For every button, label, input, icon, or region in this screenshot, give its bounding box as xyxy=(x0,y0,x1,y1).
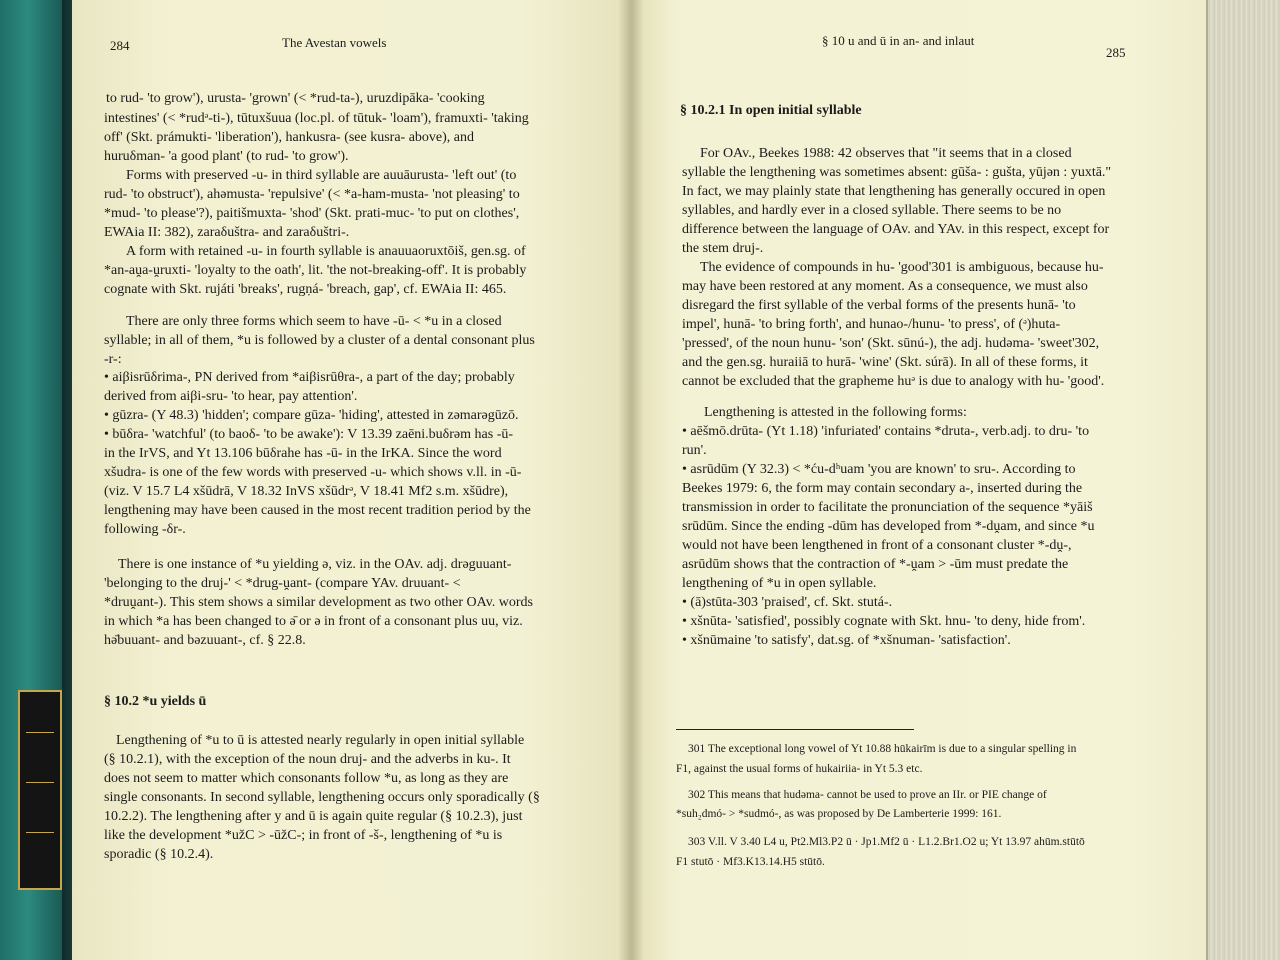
text-line: Forms with preserved -u- in third syllable are auuāurusta- 'left out' (to xyxy=(126,168,517,183)
footnote-line: 302 This means that hudəma- cannot be used to prove an IIr. or PIE change of xyxy=(688,789,1047,801)
page-number: 285 xyxy=(1106,45,1126,60)
running-head: § 10 u and ū in an- and inlaut xyxy=(822,33,975,48)
text-line: syllables, and hardly ever in a closed syllable. There seems to be no xyxy=(682,203,1062,218)
footnote-line: F1 stutō · Mf3.K13.14.H5 stūtō. xyxy=(676,856,825,868)
text-line: derived from aiβi-sru- 'to hear, pay attention'. xyxy=(104,389,358,404)
text-line: the stem druj-. xyxy=(682,241,764,256)
page-number: 284 xyxy=(110,38,130,53)
text-line: *mud- 'to please'?), paitišmuxta- 'shod' (Skt. prati-muc- 'to put on clothes', xyxy=(104,206,520,221)
text-line: syllable the lengthening was sometimes absent: gūšа- : gušta, yūjən : yuxtā." xyxy=(682,165,1112,180)
text-line: single consonants. In second syllable, lengthening occurs only sporadically (§ xyxy=(104,790,540,805)
text-line: like the development *užC > -ūžC-; in front of -š-, lengthening of *u is xyxy=(104,828,503,843)
text-line: srūdūm. Since the ending -dūm has developed from *-dṷam, and since *u xyxy=(682,519,1095,534)
text-line: *druṷant-). This stem shows a similar development as two other OAv. words xyxy=(104,595,534,610)
text-line: lengthening of *u in open syllable. xyxy=(682,576,877,591)
right-page xyxy=(632,0,1220,960)
text-line: asrūdūm shows that the contraction of *-ṷam > -ūm must predate the xyxy=(682,557,1069,572)
text-line: Lengthening is attested in the following forms: xyxy=(704,405,967,420)
text-line: lengthening may have been caused in the most recent tradition period by the xyxy=(104,503,531,518)
text-line: EWAia II: 382), zaraδuštra- and zaraδuštri-. xyxy=(104,225,350,240)
text-line: • asrūdūm (Y 32.3) < *ću-dʰuam 'you are known' to sru-. According to xyxy=(682,462,1076,477)
text-line: in the IrVS, and Yt 13.106 būδrahe has -ū- in the IrKA. Since the word xyxy=(104,446,502,461)
text-line: A form with retained -u- in fourth syllable is anauuaoruxtōiš, gen.sg. of xyxy=(126,244,526,259)
spine-shadow xyxy=(62,0,72,960)
footnote-line: 303 V.ll. V 3.40 L4 u, Pt2.Ml3.P2 ū · Jp1.Mf2 ū · L1.2.Br1.O2 u; Yt 13.97 ahūm.stūtō xyxy=(688,836,1085,848)
text-line: • (ā)stūta-303 'praised', cf. Skt. stutá-. xyxy=(682,595,893,610)
subsection-heading: § 10.2.1 In open initial syllable xyxy=(680,103,862,118)
text-line: 10.2.2). The lengthening after y and ū is again quite regular (§ 10.2.3), just xyxy=(104,809,523,824)
footnote-line: 301 The exceptional long vowel of Yt 10.88 hūkairīm is due to a singular spelling in xyxy=(688,743,1077,755)
left-page xyxy=(72,0,632,960)
text-line: impel', hunā- 'to bring forth', and hunao-/hunu- 'to press', of (ᵊ)huta- xyxy=(682,317,1061,332)
text-line: 'belonging to the druj-' < *drug-ṷant- (compare YAv. druuant- < xyxy=(104,576,461,591)
text-line: difference between the language of OAv. and YAv. in this respect, except for xyxy=(682,222,1110,237)
text-line: • aēšmō.drūta- (Yt 1.18) 'infuriated' contains *druta-, verb.adj. to dru- 'to xyxy=(682,424,1090,439)
text-line: syllable; in all of them, *u is followed by a cluster of a dental consonant plus xyxy=(104,333,535,348)
text-line: (viz. V 15.7 L4 xšūdrā, V 18.32 InVS xšūdrᵊ, V 18.41 Mf2 s.m. xšūdre), xyxy=(104,484,509,499)
text-line: following -δr-. xyxy=(104,522,186,537)
text-line: For OAv., Beekes 1988: 42 observes that "it seems that in a closed xyxy=(700,146,1072,161)
text-line: (§ 10.2.1), with the exception of the noun druj- and the adverbs in ku-. It xyxy=(104,752,511,767)
section-heading: § 10.2 *u yields ū xyxy=(104,694,207,709)
text-line: in which *a has been changed to ə̄ or ə in front of a consonant plus uu, viz. xyxy=(104,614,523,629)
page-edges xyxy=(1208,0,1280,960)
text-line: huruδman- 'a good plant' (to rud- 'to grow'). xyxy=(104,149,349,164)
text-line: xšudra- is one of the few words with preserved -u- which shows v.ll. in -ū- xyxy=(104,465,522,480)
text-line: 'pressed', of the noun hunu- 'son' (Skt. sūnú-), the adj. hudəma- 'sweet'302, xyxy=(682,336,1100,351)
text-line: cognate with Skt. rujáti 'breaks', rugṇá- 'breach, gap', cf. EWAia II: 465. xyxy=(104,282,507,297)
running-head: The Avestan vowels xyxy=(282,35,387,50)
text-line: intestines' (< *rudᵊ-ti-), tūtuxšuua (loc.pl. of tūtuk- 'loam'), framuxti- 'taking xyxy=(104,111,529,126)
text-line: There are only three forms which seem to have -ū- < *u in a closed xyxy=(126,314,502,329)
text-line: disregard the first syllable of the verbal forms of the presents hunā- 'to xyxy=(682,298,1076,313)
text-line: • xšnūmaine 'to satisfy', dat.sg. of *xšnuman- 'satisfaction'. xyxy=(682,633,1011,648)
text-line: to rud- 'to grow'), urusta- 'grown' (< *rud-ta-), uruzdipāka- 'cooking xyxy=(106,91,485,106)
text-line: In fact, we may plainly state that lengthening has generally occured in open xyxy=(682,184,1106,199)
text-line: off' (Skt. prámukti- 'liberation'), hankusra- (see kusra- above), and xyxy=(104,130,475,145)
text-line: rud- 'to obstruct'), ahəmusta- 'repulsive' (< *a-ham-musta- 'not pleasing' to xyxy=(104,187,520,202)
footnote-line: F1, against the usual forms of hukairiia- in Yt 5.3 etc. xyxy=(676,763,923,775)
text-line: cannot be excluded that the grapheme huᵊ is due to analogy with hu- 'good'. xyxy=(682,374,1105,389)
text-line: *an-aṷa-ṷruxti- 'loyalty to the oath', lit. 'the not-breaking-off'. It is probably xyxy=(104,263,527,278)
book-gutter xyxy=(618,0,644,960)
text-line: transmission in order to facilitate the pronunciation of the sequence *yāiš xyxy=(682,500,1093,515)
text-line: The evidence of compounds in hu- 'good'301 is ambiguous, because hu- xyxy=(700,260,1104,275)
text-line: Lengthening of *u to ū is attested nearly regularly in open initial syllable xyxy=(116,733,525,748)
spine-label xyxy=(18,690,62,890)
footnote-line: *suh₂dmó- > *sudmó-, as was proposed by De Lamberterie 1999: 161. xyxy=(676,808,1002,820)
text-line: sporadic (§ 10.2.4). xyxy=(104,847,214,862)
text-line: would not have been lengthened in front of a consonant cluster *-dṷ-, xyxy=(682,538,1072,553)
text-line: may have been restored at any moment. As a consequence, we must also xyxy=(682,279,1088,294)
text-line: • aiβisrūδrima-, PN derived from *aiβisrūθra-, a part of the day; probably xyxy=(104,370,515,385)
text-line: run'. xyxy=(682,443,707,458)
text-line: • xšnūta- 'satisfied', possibly cognate with Skt. hnu- 'to deny, hide from'. xyxy=(682,614,1086,629)
text-line: -r-: xyxy=(104,352,122,367)
text-line: There is one instance of *u yielding ə, viz. in the OAv. adj. drəguuant- xyxy=(118,557,512,572)
text-line: and the gen.sg. huraiiā to hurā- 'wine' (Skt. súrā). In all of these forms, it xyxy=(682,355,1088,370)
text-line: • būδra- 'watchful' (to baoδ- 'to be awake'): V 13.39 zaēni.buδrəm has -ū- xyxy=(104,427,514,442)
text-line: Beekes 1979: 6, the form may contain secondary a-, inserted during the xyxy=(682,481,1083,496)
text-line: does not seem to matter which consonants follow *u, as long as they are xyxy=(104,771,509,786)
text-line: • gūzra- (Y 48.3) 'hidden'; compare gūza- 'hiding', attested in zəmarəgūzō. xyxy=(104,408,519,423)
text-line: hə̄buuant- and bəzuuant-, cf. § 22.8. xyxy=(104,633,306,648)
footnote-rule xyxy=(676,729,914,730)
